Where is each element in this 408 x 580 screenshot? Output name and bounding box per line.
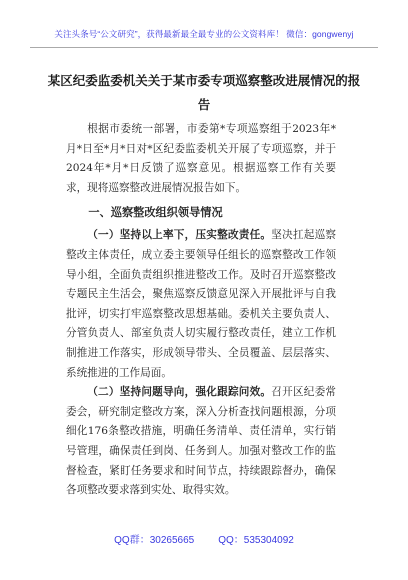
- intro-paragraph: 根据市委统一部署，市委第*专项巡察组于2023年*月*日至*月*日对*区纪委监委机关开展了专项巡察，并于2024年*月*日反馈了巡察意见。根据巡察工作有关要求，现将巡察整改进展情况报告如下。: [66, 123, 336, 194]
- qq-group-label: QQ群：30265665: [114, 535, 195, 546]
- document-body: [66, 120, 336, 501]
- paragraph-lead: （二）坚持问题导向，强化跟踪问效。: [87, 386, 272, 399]
- paragraph-responsibility: [66, 226, 336, 383]
- paragraph-problem-oriented: [66, 383, 336, 501]
- qq-contact-label: QQ：535304092: [218, 535, 294, 546]
- paragraph-text: 召开区纪委常委会，研究制定整改方案，深入分析查找问题根源，分项细化176条整改措施，明确任务清单、责任清单，实行销号管理，确保责任到岗、任务到人。加强对整改工作的监督检查，紧盯任务要求和时间节点，持续跟踪督办，确保各项整改要求落到实处、取得实效。: [66, 386, 336, 497]
- header-divider: [30, 47, 378, 48]
- promo-header: 关注头条号“公文研究”，获得最新最全最专业的公文资料库！ 微信：gongwenyj: [54, 29, 354, 39]
- paragraph-lead: （一）坚持以上率下，压实整改责任。: [87, 229, 272, 242]
- document-title: 某区纪委监委机关关于某市委专项巡察整改进展情况的报告: [47, 73, 361, 112]
- paragraph-text: 坚决扛起巡察整改主体责任，成立委主要领导任组长的巡察整改工作领导小组，全面负责组织推进整改工作。及时召开巡察整改专题民主生活会，聚焦巡察反馈意见深入开展批评与自我批评，切实打牢巡察整改思想基础。委机关主要负责人、分管负责人、部室负责人切实履行整改责任，建立工作机制推进工作落实，形成领导带头、全员覆盖、层层落实、系统推进的工作局面。: [66, 229, 336, 379]
- contact-footer: [0, 531, 408, 546]
- section-heading: 一、巡察整改组织领导情况: [88, 205, 223, 220]
